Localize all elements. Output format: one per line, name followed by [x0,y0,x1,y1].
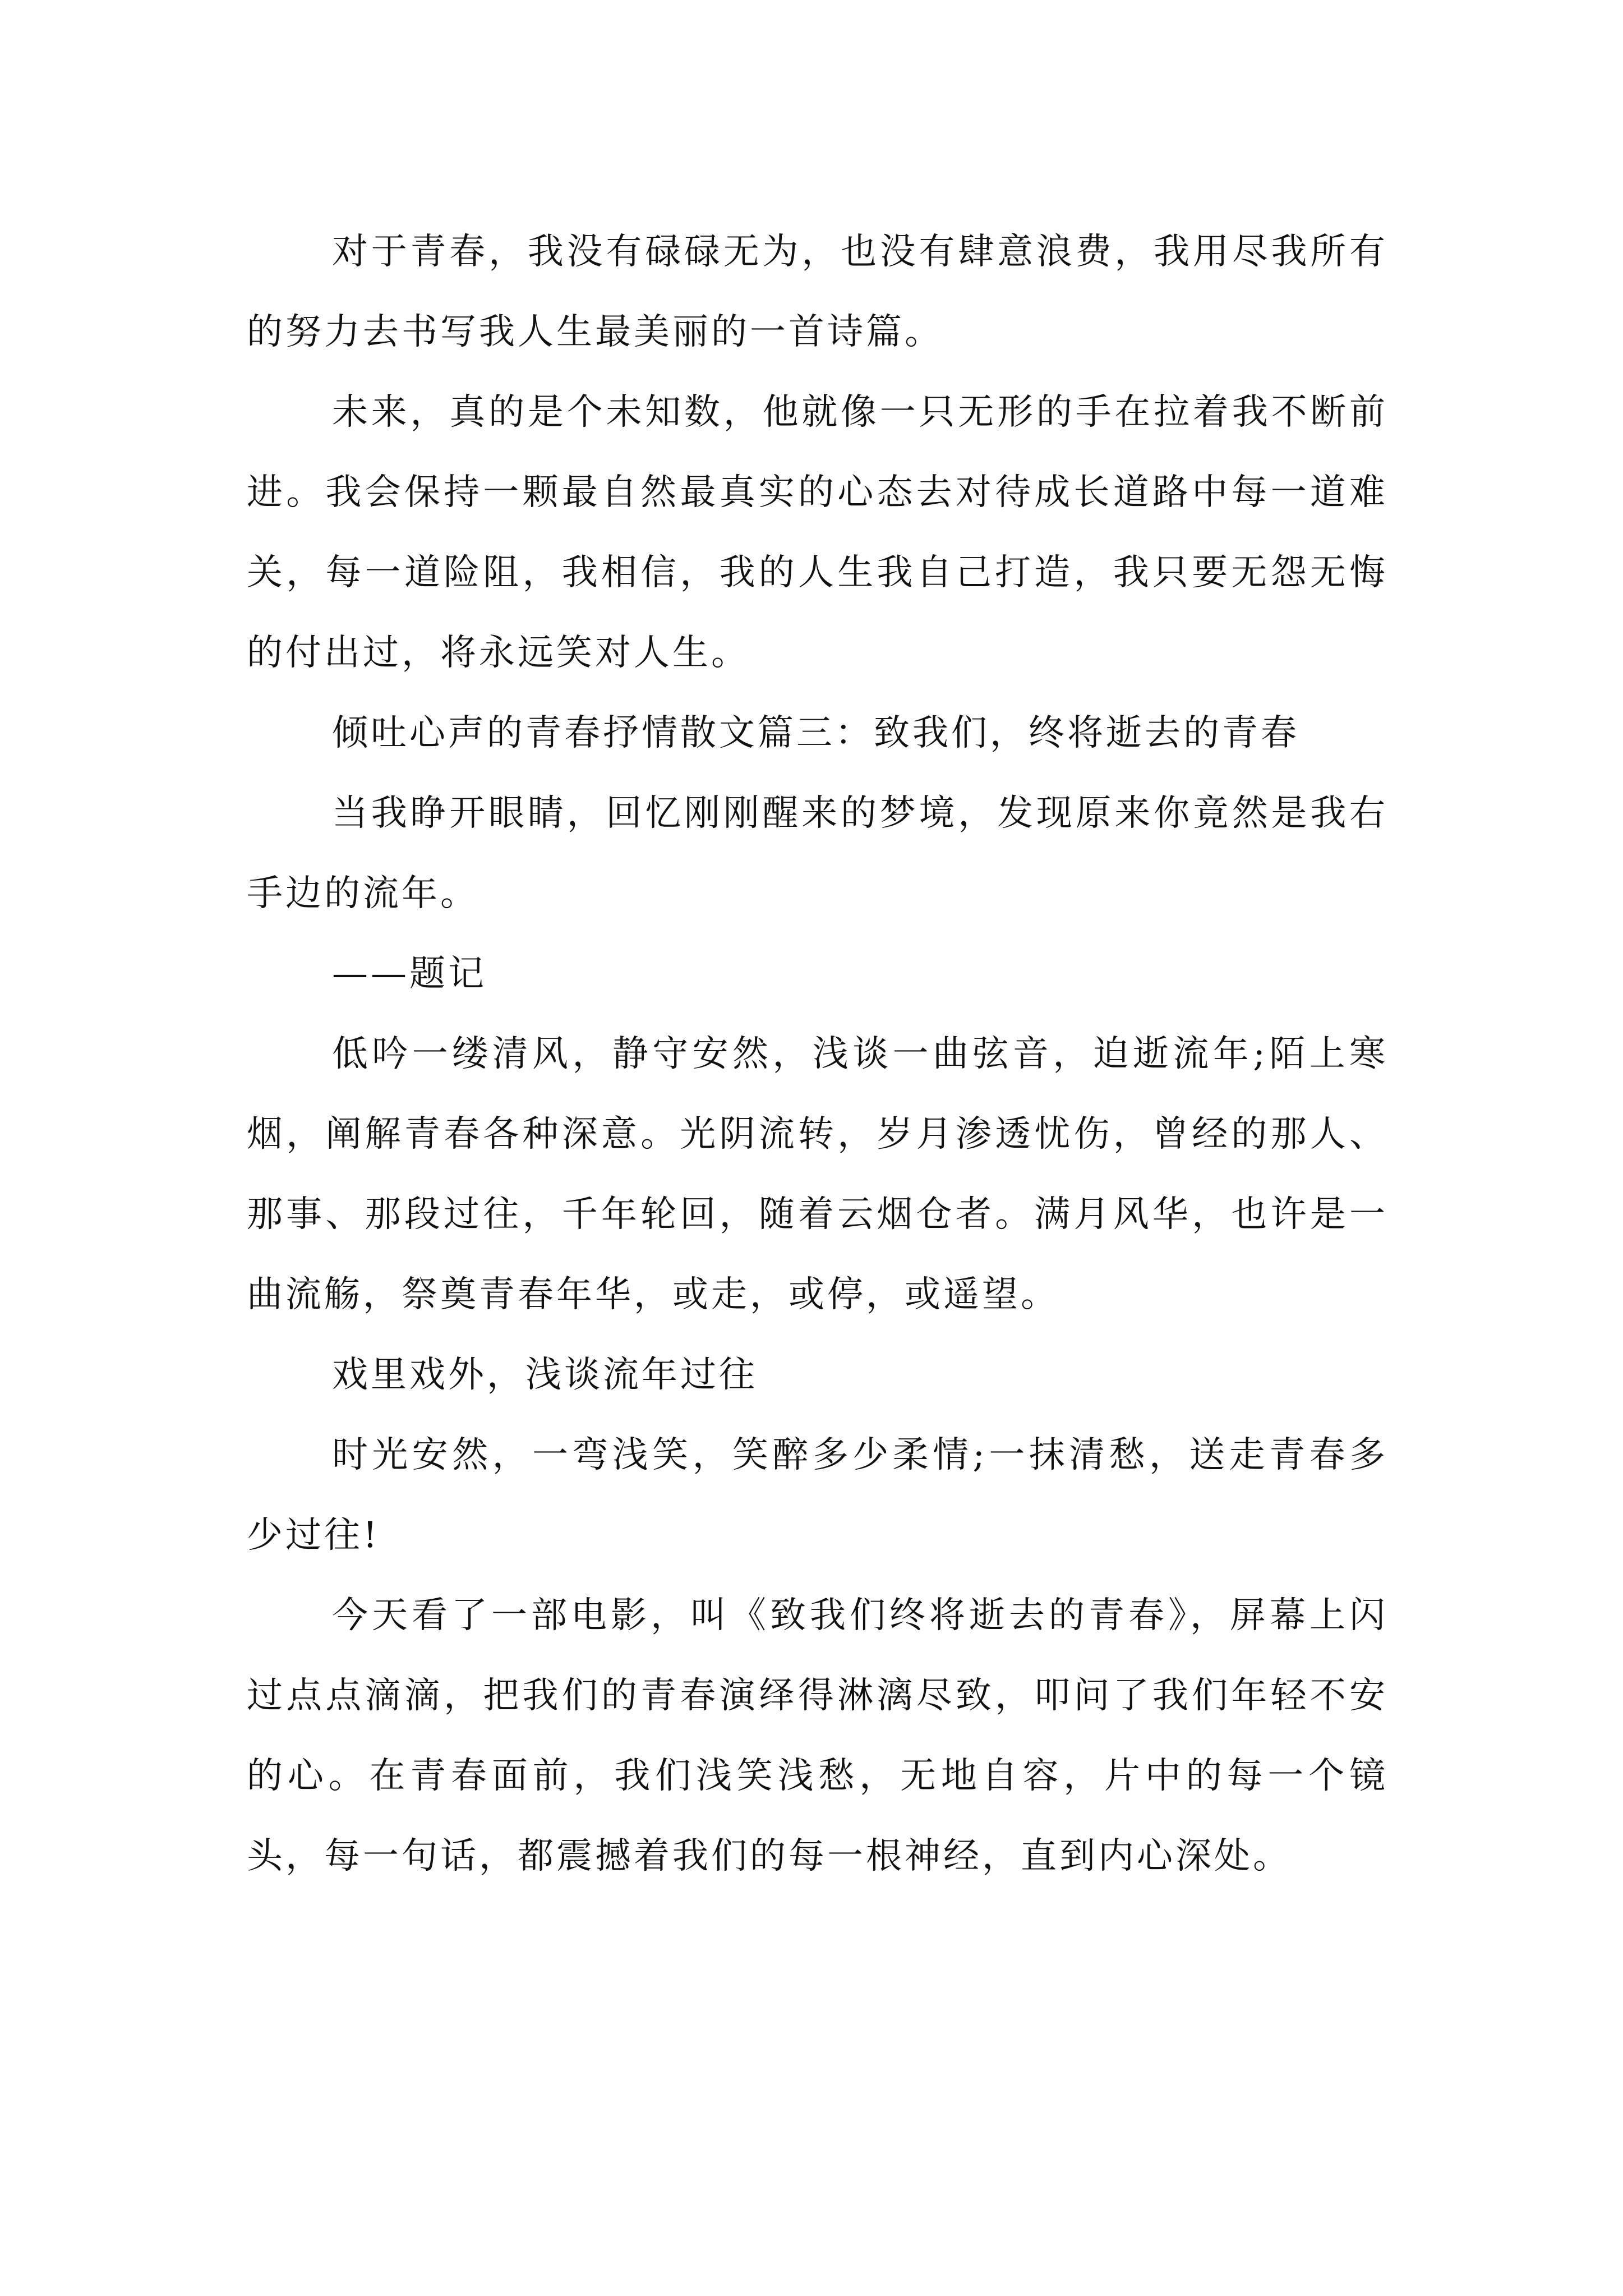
paragraph-breeze: 低吟一缕清风，静守安然，浅谈一曲弦音，迫逝流年;陌上寒烟，阐解青春各种深意。光阴流转，岁月渗透忧伤，曾经的那人、那事、那段过往，千年轮回，随着云烟仓者。满月风华，也许是一曲流觞，祭奠青春年华，或走，或停，或遥望。 [247,1033,1388,1315]
paragraph-time: 时光安然，一弯浅笑，笑醉多少柔情;一抹清愁，送走青春多少过往! [247,1434,1388,1556]
subheading-drama: 戏里戏外，浅谈流年过往 [332,1354,758,1396]
epigraph-note: ——题记 [332,953,487,995]
document-body [247,212,1388,1897]
paragraph-future: 未来，真的是个未知数，他就像一只无形的手在拉着我不断前进。我会保持一颗最自然最真实的心态去对待成长道路中每一道难关，每一道险阻，我相信，我的人生我自己打造，我只要无怨无悔的付出过，将永远笑对人生。 [247,392,1388,674]
paragraph-movie: 今天看了一部电影，叫《致我们终将逝去的青春》，屏幕上闪过点点滴滴，把我们的青春演绎得淋漓尽致，叩问了我们年轻不安的心。在青春面前，我们浅笑浅愁，无地自容，片中的每一个镜头，每一句话，都震撼着我们的每一根神经，直到内心深处。 [247,1595,1388,1877]
section-heading: 倾吐心声的青春抒情散文篇三：致我们，终将逝去的青春 [332,712,1299,754]
paragraph-dream: 当我睁开眼睛，回忆刚刚醒来的梦境，发现原来你竟然是我右手边的流年。 [247,793,1388,914]
paragraph-youth-effort: 对于青春，我没有碌碌无为，也没有肆意浪费，我用尽我所有的努力去书写我人生最美丽的一首诗篇。 [247,231,1388,353]
